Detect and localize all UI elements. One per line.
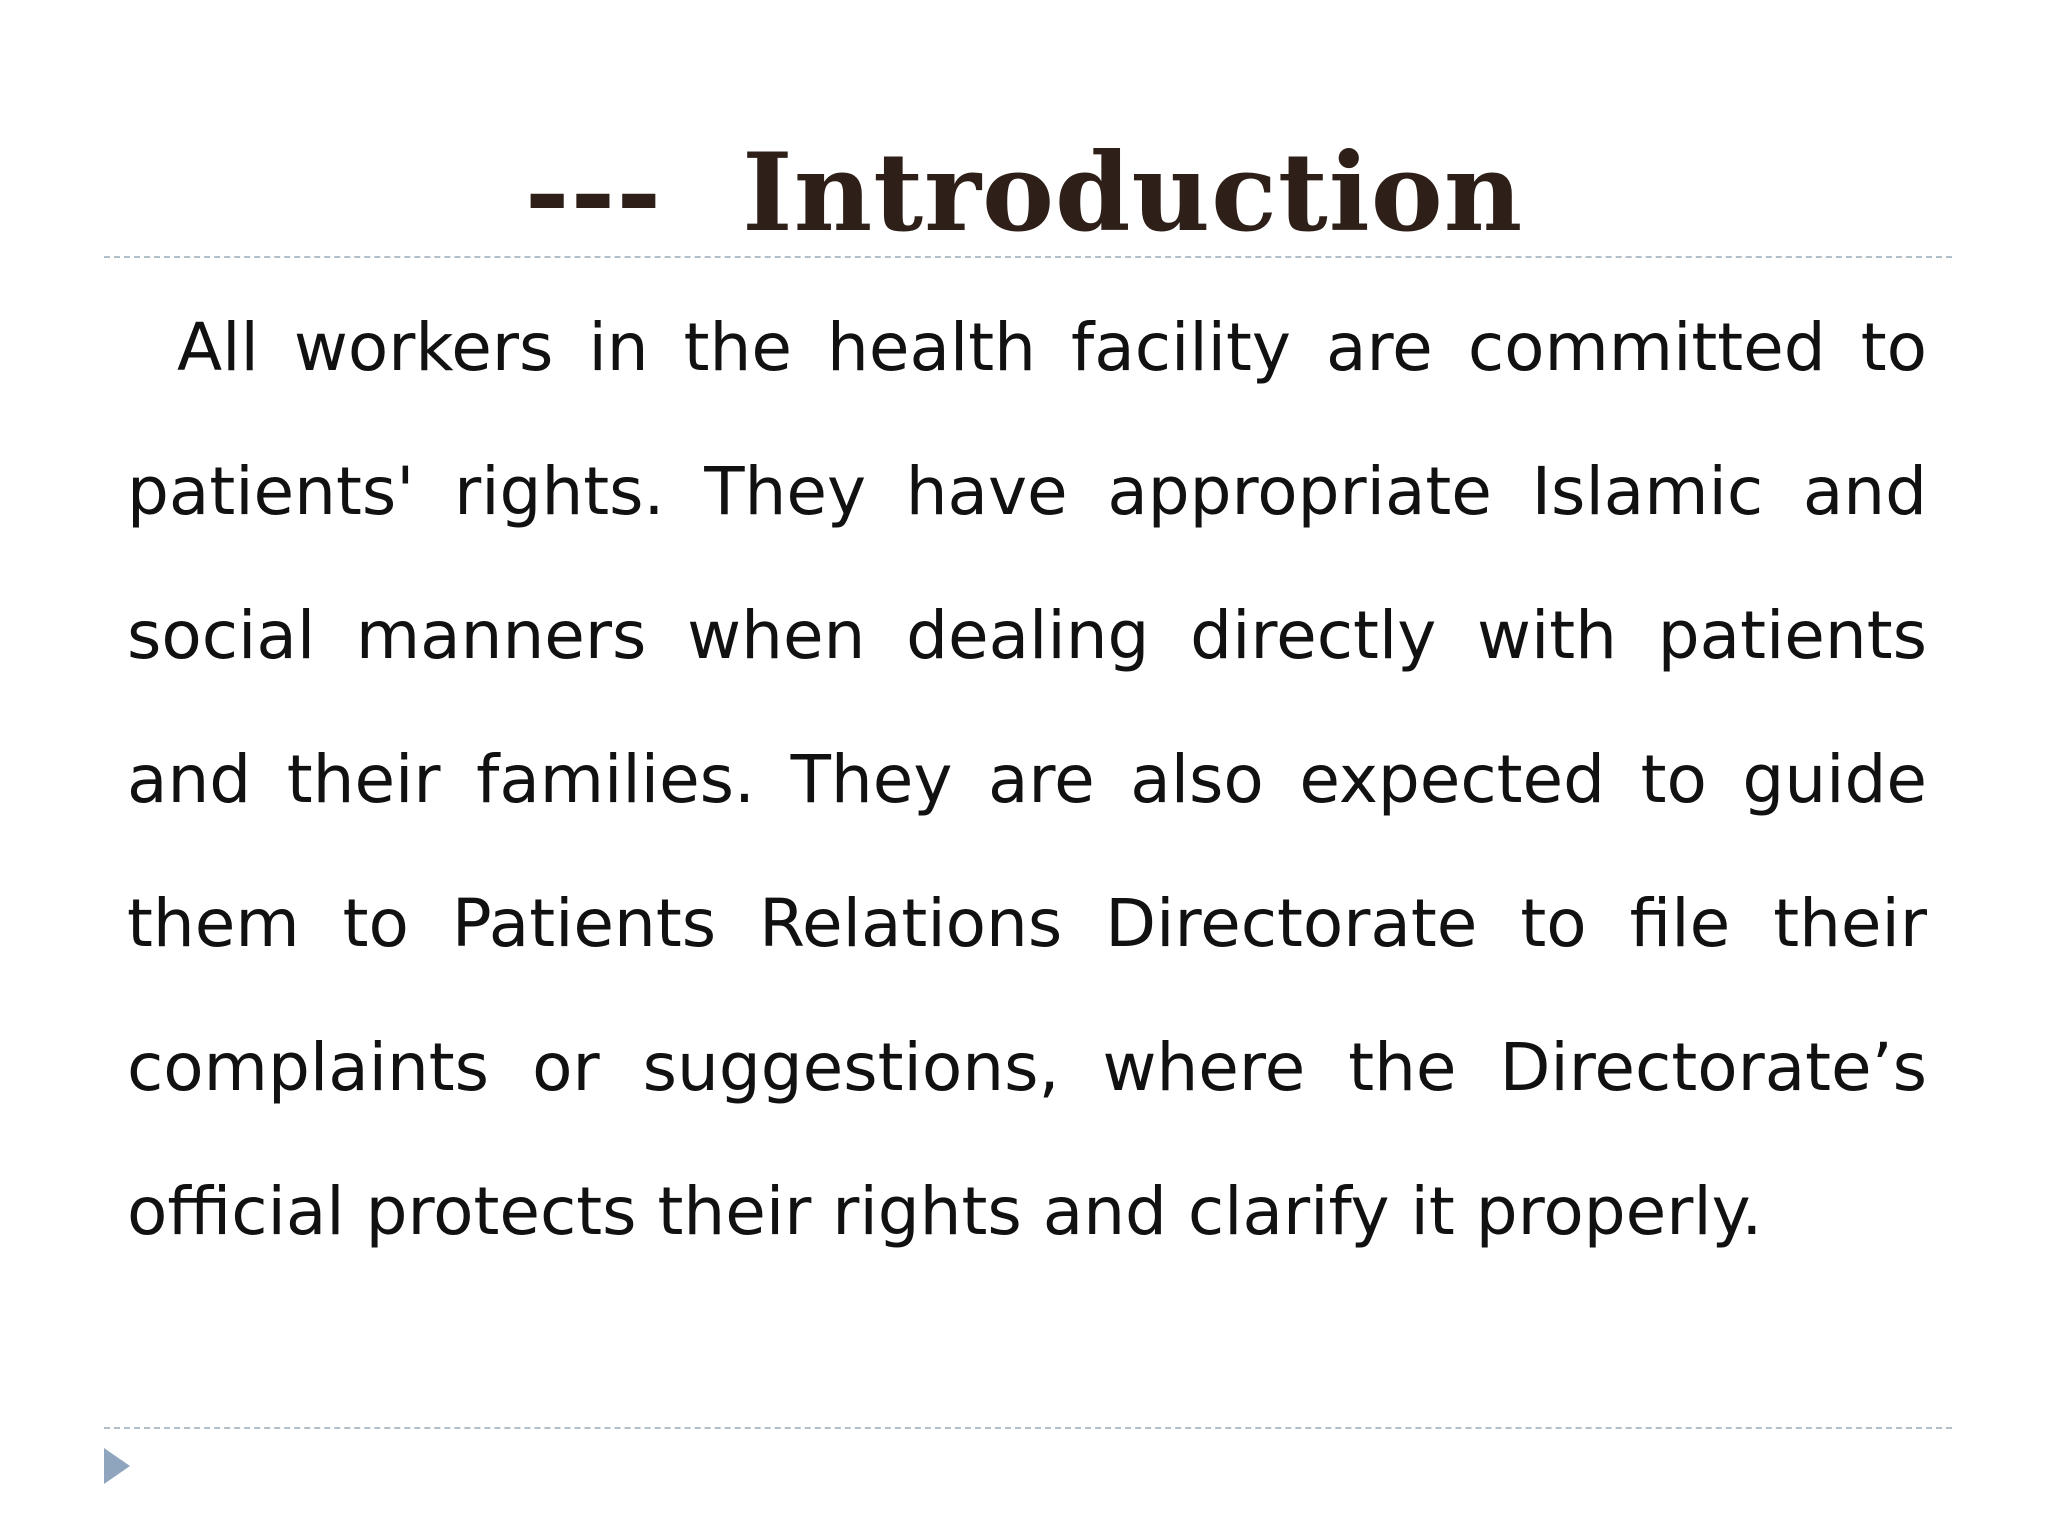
slide-title — [0, 128, 2048, 258]
bottom-divider — [104, 1427, 1952, 1429]
top-divider — [104, 256, 1952, 258]
triangle-right-icon[interactable] — [102, 1446, 132, 1486]
body-paragraph: All workers in the health facility are committed to patients' rights. They have appropriate Islamic and social manners when dealing directly with patients and their families. They are also expected to guide them to Patients Relations Directorate to file their complaints or suggestions, where the Directorate’s official protects their rights and clarify it properly. — [127, 309, 1927, 1250]
title-dashes: --- — [524, 130, 663, 256]
title-text: Introduction — [742, 130, 1524, 256]
